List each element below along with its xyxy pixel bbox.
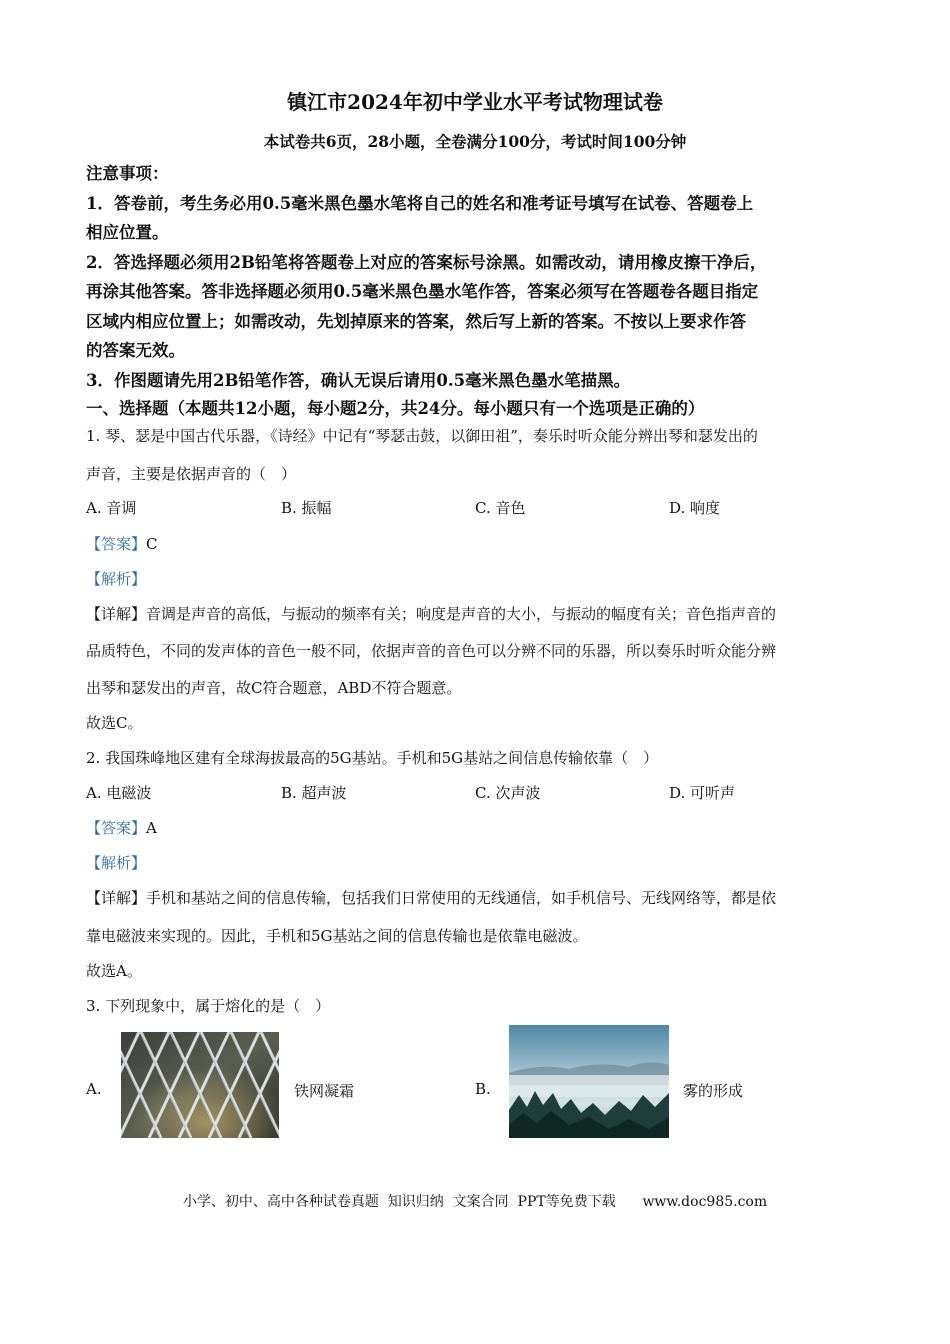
detail-line [86, 603, 776, 624]
option-a-text: 铁网凝霜 [294, 1082, 355, 1100]
page-title: 镇江市2024年初中学业水平考试物理试卷 [287, 90, 663, 114]
detail-tag: 【详解】 [86, 889, 147, 907]
fog-landscape-image [509, 1025, 669, 1138]
detail-text: 音调是声音的高低，与振动的频率有关；响度是声音的大小，与振动的幅度有关；音色指声音的 [146, 605, 777, 623]
option-d: D. 可听声 [669, 784, 736, 802]
notice-line: 相应位置。 [86, 223, 169, 242]
notice-line: 的答案无效。 [86, 341, 185, 360]
question-2-text: 2. 我国珠峰地区建有全球海拔最高的5G基站。手机和5G基站之间信息传输依靠（ ） [86, 749, 659, 767]
notice-heading: 注意事项： [86, 164, 169, 183]
option-d: D. 响度 [669, 499, 721, 517]
question-1-text: 声音，主要是依据声音的（ ） [86, 465, 297, 483]
frost-fence-image [121, 1032, 279, 1138]
analysis-tag: 【解析】 [86, 854, 147, 872]
option-a: A. 音调 [86, 499, 137, 517]
analysis-line [86, 852, 146, 873]
analysis-tag: 【解析】 [86, 570, 147, 588]
option-b: B. 振幅 [281, 499, 332, 517]
notice-line: 2．答选择题必须用2B铅笔将答题卷上对应的答案标号涂黑。如需改动，请用橡皮擦干净后， [86, 253, 767, 272]
exam-info: 本试卷共6页，28小题，全卷满分100分，考试时间100分钟 [263, 132, 687, 151]
option-b: B. 超声波 [281, 784, 347, 802]
notice-line: 1．答卷前，考生务必用0.5毫米黑色墨水笔将自己的姓名和准考证号填写在试卷、答题卷上 [86, 194, 754, 213]
answer-line [86, 817, 157, 838]
detail-line [86, 887, 776, 908]
detail-text: 手机和基站之间的信息传输，包括我们日常使用的无线通信，如手机信号、无线网络等，都是依 [146, 889, 777, 907]
detail-text: 出琴和瑟发出的声音，故C符合题意，ABD不符合题意。 [86, 679, 462, 697]
detail-tag: 【详解】 [86, 605, 147, 623]
page-footer: 小学、初中、高中各种试卷真题 知识归纳 文案合同 PPT等免费下载 www.doc985.com [182, 1194, 768, 1210]
question-1-text: 1. 琴、瑟是中国古代乐器，《诗经》中记有“琴瑟击鼓，以御田祖”，奏乐时听众能分辨出琴和瑟发出的 [86, 427, 758, 445]
question-3-text: 3. 下列现象中，属于熔化的是（ ） [86, 997, 331, 1015]
answer-tag: 【答案】 [86, 819, 147, 837]
answer-tag: 【答案】 [86, 535, 147, 553]
notice-line: 再涂其他答案。答非选择题必须用0.5毫米黑色墨水笔作答，答案必须写在答题卷各题目指定 [86, 282, 759, 301]
option-b-text: 雾的形成 [683, 1082, 744, 1100]
notice-line: 区域内相应位置上；如需改动，先划掉原来的答案，然后写上新的答案。不按以上要求作答 [86, 312, 746, 331]
conclusion: 故选C。 [86, 714, 143, 732]
answer-line [86, 533, 158, 554]
analysis-line [86, 568, 146, 589]
option-c: C. 次声波 [475, 784, 541, 802]
option-a-letter: A. [86, 1080, 102, 1098]
detail-text: 品质特色，不同的发声体的音色一般不同，依据声音的音色可以分辨不同的乐器，所以奏乐时听众能分辨 [86, 642, 777, 660]
option-c: C. 音色 [475, 499, 526, 517]
conclusion: 故选A。 [86, 962, 142, 980]
detail-text: 靠电磁波来实现的。因此，手机和5G基站之间的信息传输也是依靠电磁波。 [86, 927, 588, 945]
section-heading: 一、选择题（本题共12小题，每小题2分，共24分。每小题只有一个选项是正确的） [86, 399, 705, 418]
option-a: A. 电磁波 [86, 784, 152, 802]
option-b-letter: B. [475, 1080, 491, 1098]
answer-value: C [146, 535, 158, 553]
answer-value: A [146, 819, 157, 837]
notice-line: 3．作图题请先用2B铅笔作答，确认无误后请用0.5毫米黑色墨水笔描黑。 [86, 371, 631, 390]
